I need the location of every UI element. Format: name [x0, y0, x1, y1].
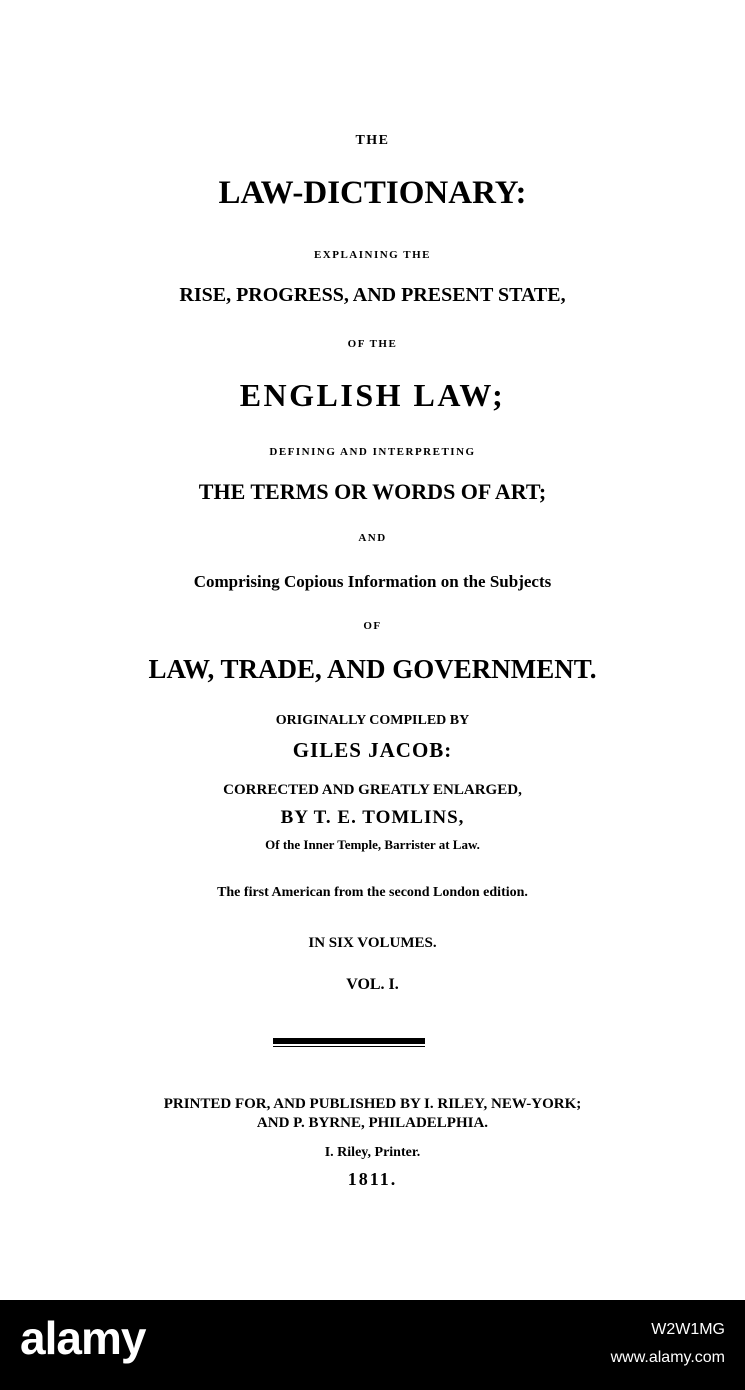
the-heading: THE — [355, 133, 390, 148]
of-the-line: OF THE — [347, 338, 398, 350]
watermark-banner — [0, 1300, 745, 1390]
terms-line: THE TERMS OR WORDS OF ART; — [198, 479, 547, 504]
and-line: AND — [358, 532, 387, 544]
corrected-line: CORRECTED AND GREATLY ENLARGED, — [223, 782, 522, 798]
law-trade-heading: LAW, TRADE, AND GOVERNMENT. — [148, 654, 597, 684]
volumes-line: IN SIX VOLUMES. — [308, 935, 437, 951]
explaining-line: EXPLAINING THE — [313, 249, 432, 261]
publisher-line: PRINTED FOR, AND PUBLISHED BY I. RILEY, NEW-YORK; — [163, 1096, 582, 1112]
ornamental-rule — [273, 1036, 425, 1047]
byrne-line: AND P. BYRNE, PHILADELPHIA. — [256, 1115, 489, 1131]
edition-line: The first American from the second London edition. — [217, 885, 528, 900]
image-id: W2W1MG — [651, 1321, 725, 1338]
editor-name: BY T. E. TOMLINS, — [280, 807, 465, 828]
of-line: OF — [363, 620, 382, 632]
comprising-line: Comprising Copious Information on the Subjects — [193, 572, 552, 591]
year-line: 1811. — [347, 1169, 398, 1189]
editor-affiliation: Of the Inner Temple, Barrister at Law. — [265, 837, 480, 852]
volume-number: VOL. I. — [346, 976, 399, 993]
rise-line: RISE, PROGRESS, AND PRESENT STATE, — [179, 284, 566, 306]
author-name: GILES JACOB: — [292, 738, 453, 762]
originally-line: ORIGINALLY COMPILED BY — [275, 713, 470, 728]
defining-line: DEFINING AND INTERPRETING — [269, 446, 476, 458]
printer-line: I. Riley, Printer. — [324, 1145, 421, 1160]
english-law-heading: ENGLISH LAW; — [239, 377, 506, 413]
site-url: www.alamy.com — [610, 1349, 725, 1366]
book-title: LAW-DICTIONARY: — [218, 175, 527, 211]
brand-logo: alamy — [20, 1312, 146, 1364]
